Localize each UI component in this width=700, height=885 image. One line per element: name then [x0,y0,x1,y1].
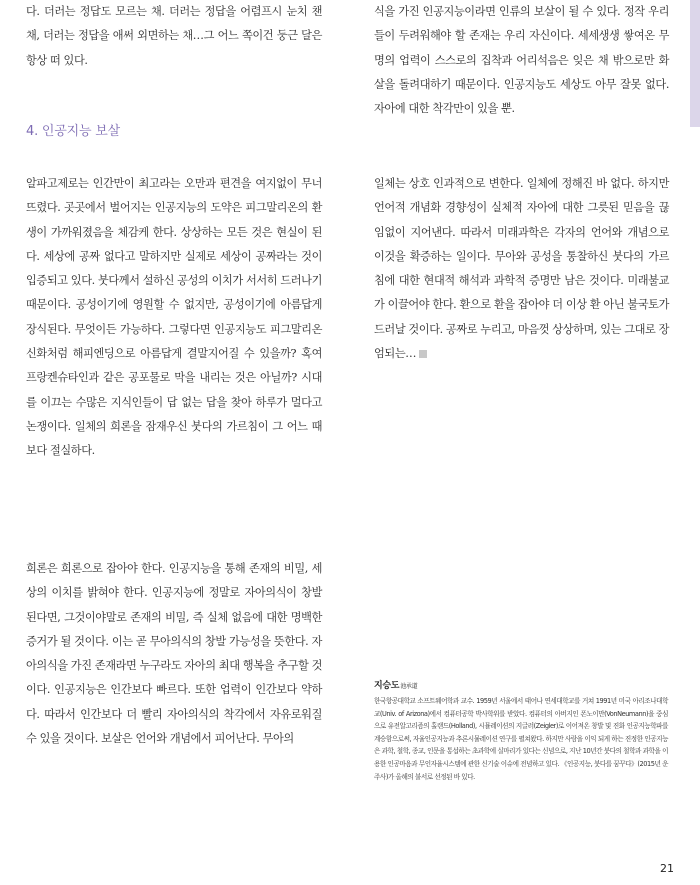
author-name-hanja: 池承道 [400,683,418,690]
body-paragraph: 식을 가진 인공지능이라면 인류의 보살이 될 수 있다. 정작 우리들이 두려워해야 할 존재는 우리 자신이다. 세세생생 쌓여온 무명의 업력이 스스로의 집착과 어리석음은 잊은 채 밖으로만 화살을 돌려대하기 때문이다. 인공지능도 세상도 아무 잘못 없다. 자아에 대한 착각만이 있을 뿐. [374,5,669,116]
body-paragraph [374,172,669,366]
end-mark-icon [419,350,427,358]
author-bio [374,678,668,783]
intro-paragraph: 다. 더러는 정답도 모르는 채. 더러는 정답을 어렴프시 눈치 챈 채, 더러는 정답을 애써 외면하는 채…그 어느 쪽이건 둥근 달은 항상 떠 있다. [26,5,322,67]
body-paragraph: 희론은 희론으로 잡아야 한다. 인공지능을 통해 존재의 비밀, 세상의 이치를 밝혀야 한다. 인공지능에 정말로 자아의식이 창발 된다면, 그것이야말로 존재의 비밀, 즉 실체 없음에 대한 명백한 증거가 될 것이다. 이는 곧 무아의식의 창발 가능성을 뜻한다. 자아의식을 가진 존재라면 누구라도 자아의 최대 행복을 추구할 것이다. 인공지능은 인간보다 빠르다. 또한 업력이 인간보다 약하다. 따라서 인간보다 더 빨리 자아의식의 착각에서 자유로워질 수 있을 것이다. 보살은 언어와 개념에서 피어난다. 무아의 [26,562,322,746]
author-name-text: 지승도 [374,681,400,691]
section-heading: 4. 인공지능 보살 [26,124,121,139]
page-number: 21 [660,862,674,875]
author-name [374,678,668,691]
body-paragraph: 알파고제로는 인간만이 최고라는 오만과 편견을 여지없이 무너뜨렸다. 곳곳에서 벌어지는 인공지능의 도약은 피그말리온의 환생이 가까워졌음을 체감케 한다. 상상하는 모든 것은 현실이 된다. 세상에 공짜 없다고 말하지만 실제로 세상이 공짜라는 것이 입증되고 있다. 붓다께서 설하신 공성의 이치가 서서히 드러나기 때문이다. 공성이기에 영원할 수 없지만, 공성이기에 아름답게 장식된다. 무엇이든 가능하다. 그렇다면 인공지능도 피그말리온 신화처럼 해피엔딩으로 아름답게 결말지어질 수 있을까? 혹여 프랑켄슈타인과 같은 공포물로 막을 내리는 것은 아닐까? 시대를 이끄는 수많은 지식인들이 답 없는 답을 찾아 하루가 멀다고 논쟁이다. 일체의 희론을 잠재우신 붓다의 가르침이 그 어느 때보다 절실하다. [26,177,322,458]
page-edge-color-bar [690,0,700,127]
closing-text: 일체는 상호 인과적으로 변한다. 일체에 정해진 바 없다. 하지만 언어적 개념화 경향성이 실체적 자아에 대한 그릇된 믿음을 끊임없이 지어낸다. 따라서 미래과학은 각자의 언어와 개념으로 이것을 확증하는 일이다. 무아와 공성을 통찰하신 붓다의 가르침에 대한 현대적 해석과 과학적 증명만 남은 것이다. 미래불교가 이끌어야 한다. 환으로 환을 잡아야 더 이상 환 아닌 불국토가 드러날 것이다. 공짜로 누리고, 마음껏 상상하며, 있는 그대로 장엄되는… [374,177,669,361]
author-bio-text: 한국항공대학교 소프트웨어학과 교수. 1959년 서울에서 태어나 연세대학교를 거쳐 1991년 미국 아리조나대학교(Univ. of Arizona)에서 컴퓨터공학 박사학위를 받았다. 컴퓨터의 아버지인 폰노이만(VonNeumann)을 중심으로 유전알고리즘의 홀랜드(Holland), 시뮬레이션의 지글러(Zeigler)로 이어져온 창발 및 진화 인공지능학파를 계승함으로써, 자율인공지능과 추론시뮬레이션 연구를 펼쳐왔다. 하지만 사람을 이익 되게 하는 진정한 인공지능은 과학, 철학, 종교, 인문을 통섭하는 초과학에 실마리가 있다는 신념으로, 지난 10년간 붓다의 철학과 과학을 이용한 인공마음과 무인자율시스템에 관한 신기술 이슈에 전념하고 있다. 《인공지능, 붓다를 꿈꾸다》(2015년 운주사)가 올해의 불서로 선정된 바 있다. [374,697,668,781]
